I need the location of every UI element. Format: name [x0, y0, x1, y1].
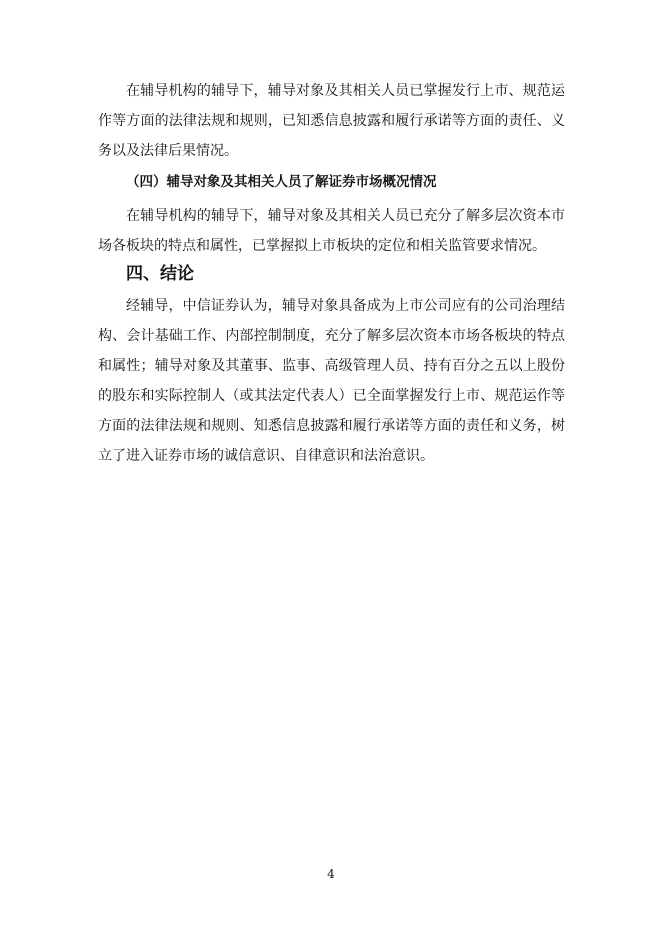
paragraph-legal-knowledge: 在辅导机构的辅导下，辅导对象及其相关人员已掌握发行上市、规范运作等方面的法律法规和规则，已知悉信息披露和履行承诺等方面的责任、义务以及法律后果情况。	[98, 83, 565, 159]
page-number: 4	[327, 867, 335, 881]
paragraph-conclusion: 经辅导，中信证券认为，辅导对象具备成为上市公司应有的公司治理结构、会计基础工作、内部控制制度，充分了解多层次资本市场各板块的特点和属性；辅导对象及其董事、监事、高级管理人员、持有百分之五以上股份的股东和实际控制人（或其法定代表人）已全面掌握发行上市、规范运作等方面的法律法规和规则、知悉信息披露和履行承诺等方面的责任和义务，树立了进入证券市场的诚信意识、自律意识和法治意识。	[98, 298, 565, 464]
paragraph-market-understanding: 在辅导机构的辅导下，辅导对象及其相关人员已充分了解多层次资本市场各板块的特点和属性，已掌握拟上市板块的定位和相关监管要求情况。	[98, 208, 565, 254]
section-heading-conclusion: 四、结论	[126, 264, 194, 284]
subheading-market-overview: （四）辅导对象及其相关人员了解证券市场概况情况	[126, 174, 437, 190]
